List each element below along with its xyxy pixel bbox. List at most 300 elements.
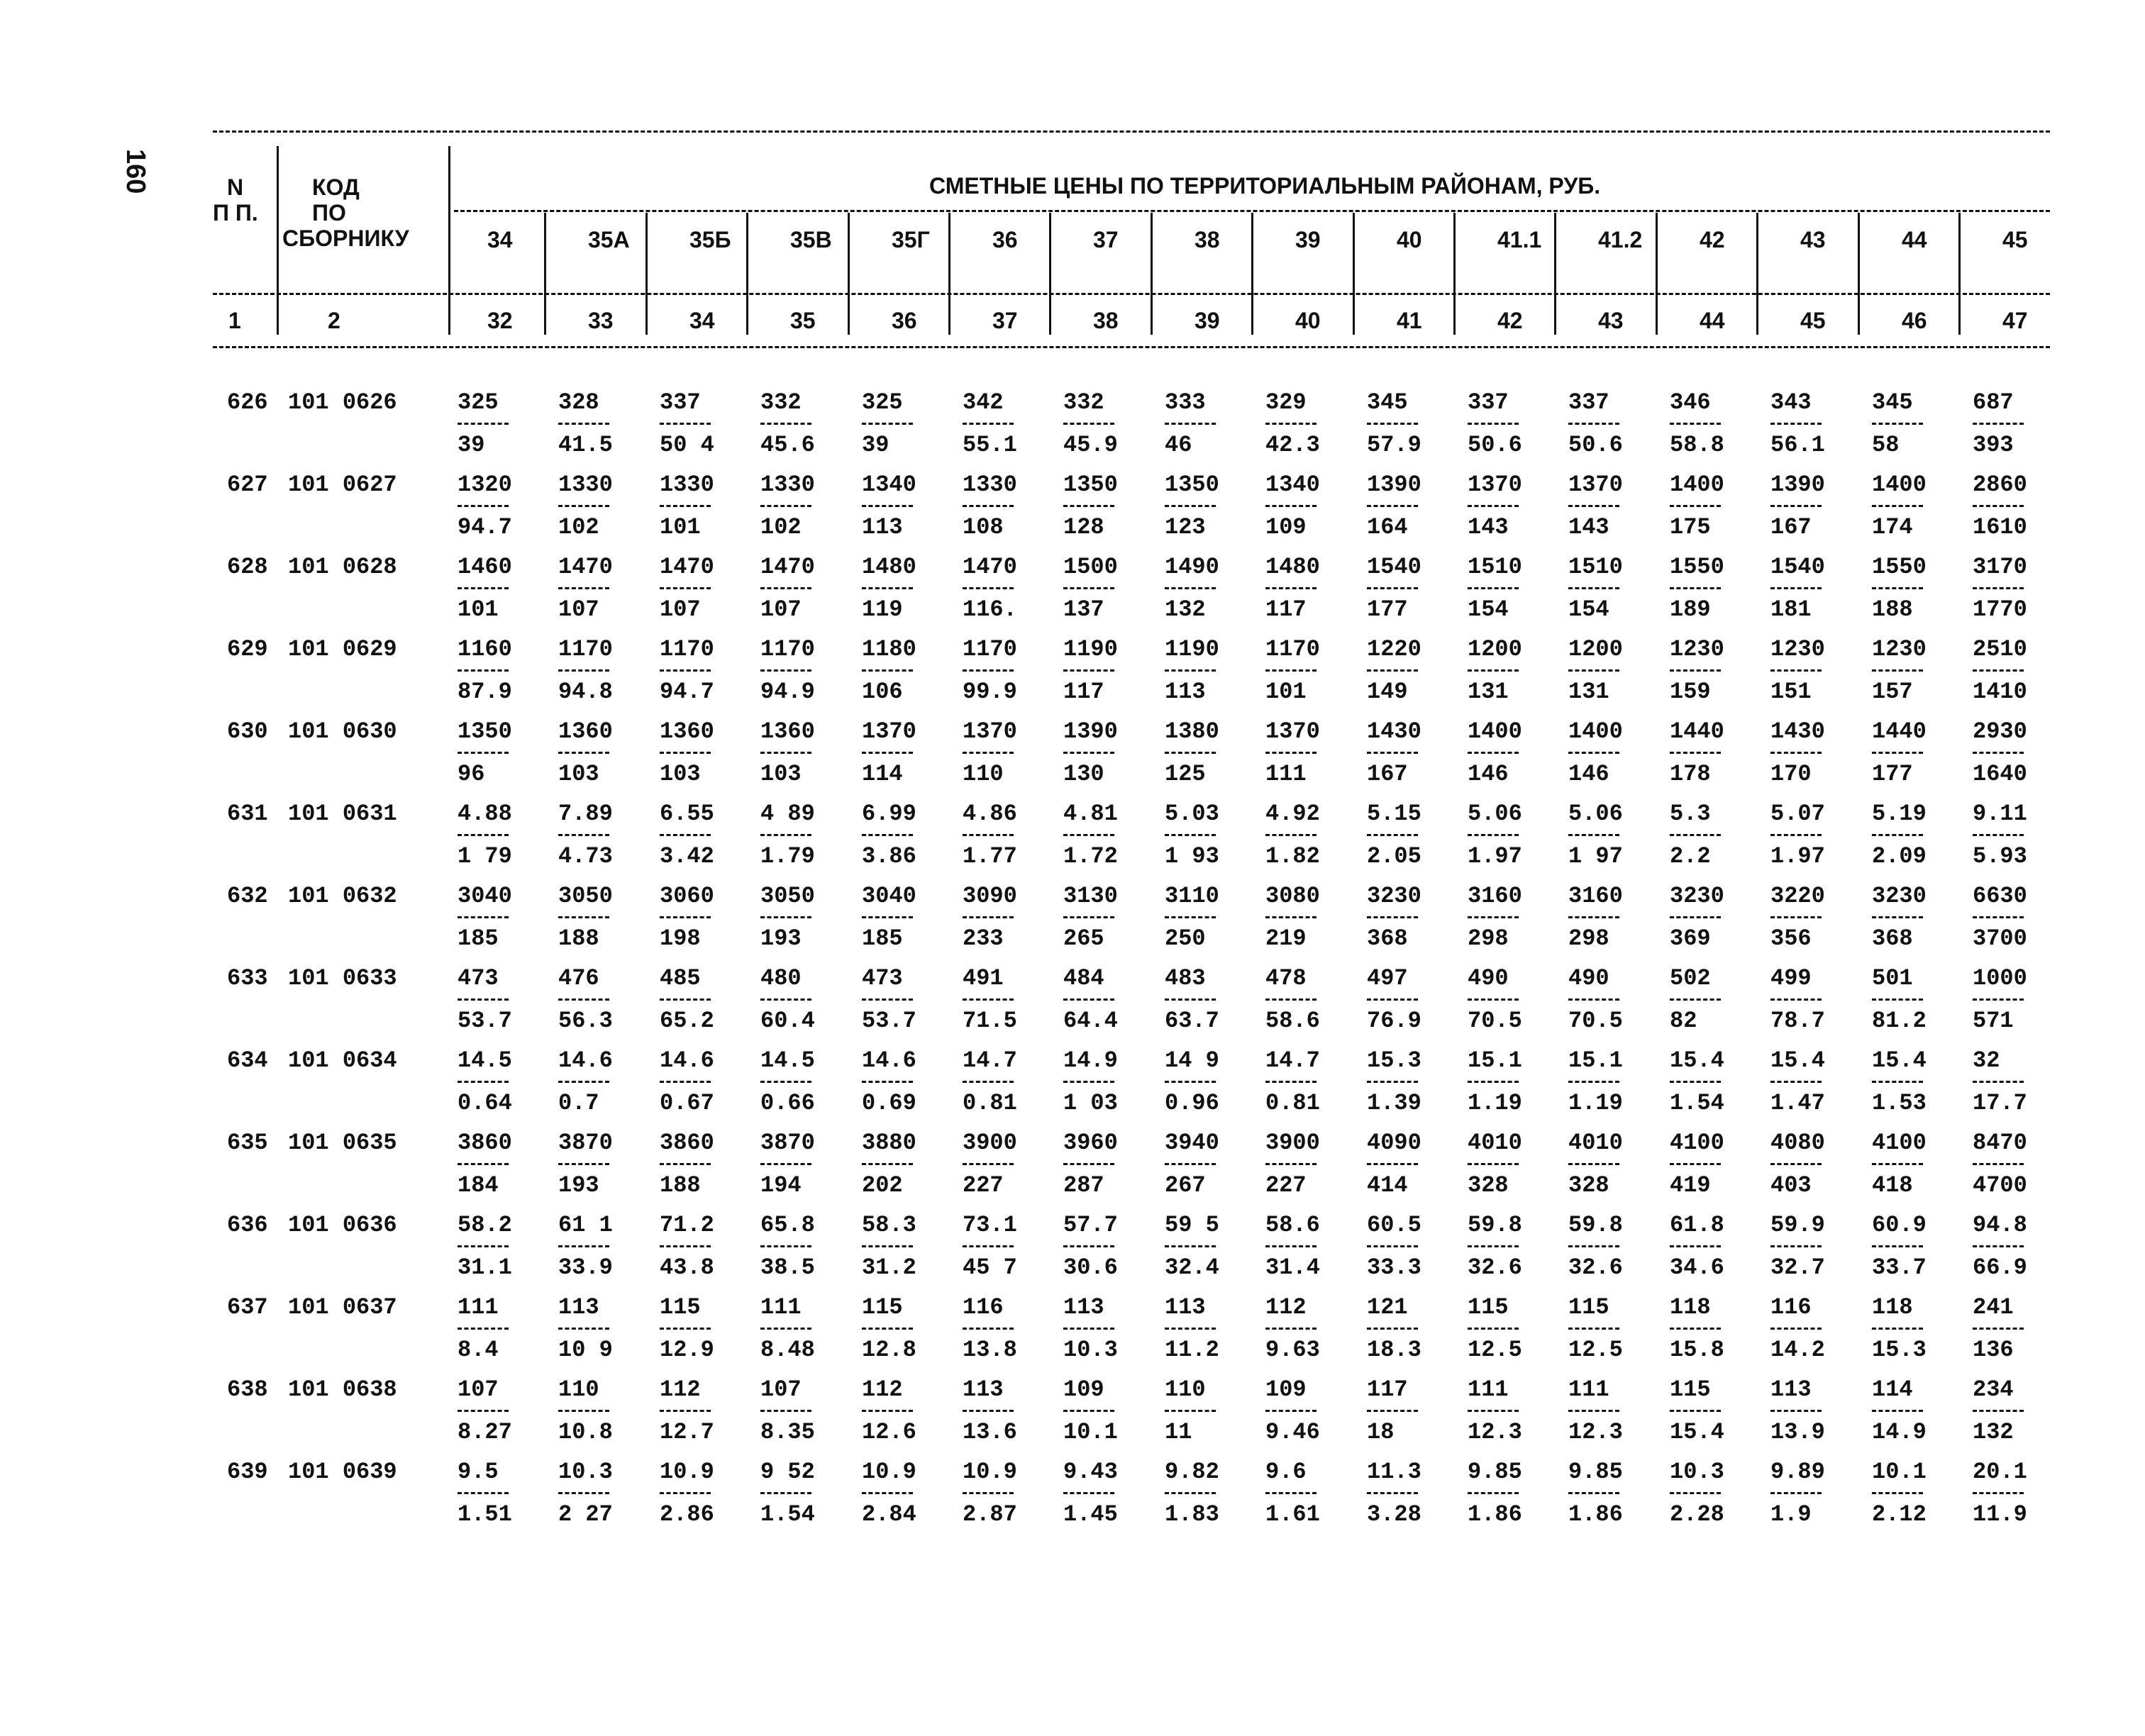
price-wage-part: 65.2 [660,1008,714,1034]
fraction-bar [1770,998,1822,1001]
column-number: 1 [228,308,241,333]
fraction-bar [458,916,509,918]
price-total: 4100 [1872,1130,1927,1156]
price-total: 9.6 [1265,1459,1307,1485]
district-column-header: 35А [588,227,630,252]
header-column-divider [448,146,450,335]
price-total: 112 [862,1376,903,1403]
price-wage-part: 328 [1468,1172,1509,1198]
fraction-bar [660,1081,711,1083]
price-wage-part: 46 [1165,432,1192,458]
price-wage-part: 1410 [1973,679,2027,705]
row-number: 633 [227,965,268,991]
price-wage-part: 64.4 [1063,1008,1118,1034]
price-total: 121 [1367,1294,1408,1320]
fraction-bar [1872,423,1923,425]
price-wage-part: 1.86 [1468,1501,1522,1528]
price-total: 61.8 [1670,1212,1724,1238]
fraction-bar [1165,1328,1216,1330]
fraction-bar [1165,998,1216,1001]
fraction-bar [1872,1163,1923,1165]
fraction-bar [660,505,711,507]
price-wage-part: 8.4 [458,1337,499,1363]
price-wage-part: 103 [558,761,599,787]
fraction-bar [558,1081,609,1083]
price-wage-part: 1.19 [1468,1090,1522,1116]
price-total: 115 [660,1294,701,1320]
price-total: 1540 [1770,554,1825,580]
fraction-bar [1367,1163,1418,1165]
price-total: 502 [1670,965,1711,991]
price-wage-part: 267 [1165,1172,1206,1198]
fraction-bar [1265,1492,1317,1494]
price-total: 114 [1872,1376,1913,1403]
fraction-bar [1367,1492,1418,1494]
fraction-bar [1973,587,2024,589]
price-wage-part: 2 27 [558,1501,613,1528]
price-total: 1160 [458,636,512,662]
price-total: 118 [1670,1294,1711,1320]
price-wage-part: 103 [660,761,701,787]
price-total: 9.11 [1973,801,2027,827]
fraction-bar [1165,587,1216,589]
fraction-bar [963,916,1014,918]
price-total: 11.3 [1367,1459,1421,1485]
fraction-bar [1770,752,1822,754]
price-total: 3900 [963,1130,1017,1156]
price-wage-part: 45 7 [963,1254,1017,1281]
fraction-bar [1063,587,1114,589]
fraction-bar [558,669,609,672]
price-wage-part: 157 [1872,679,1913,705]
price-total: 1400 [1468,718,1522,745]
price-total: 3090 [963,883,1017,909]
fraction-bar [862,587,913,589]
fraction-bar [1367,505,1418,507]
price-total: 1510 [1568,554,1623,580]
column-number: 33 [588,308,614,333]
price-wage-part: 2.05 [1367,843,1421,869]
price-wage-part: 1.77 [963,843,1017,869]
price-wage-part: 70.5 [1568,1008,1623,1034]
header-column-divider [1756,213,1758,335]
price-wage-part: 8.35 [760,1419,815,1445]
price-total: 109 [1063,1376,1104,1403]
fraction-bar [1568,916,1619,918]
price-total: 1200 [1568,636,1623,662]
fraction-bar [1872,587,1923,589]
price-total: 58.3 [862,1212,916,1238]
fraction-bar [963,1163,1014,1165]
fraction-bar [1367,998,1418,1001]
header-column-divider [1049,213,1051,335]
header-column-divider [277,146,279,335]
fraction-bar [1063,752,1114,754]
price-wage-part: 1.79 [760,843,815,869]
fraction-bar [1568,1328,1619,1330]
price-total: 5.07 [1770,801,1825,827]
header-column-divider [746,213,748,335]
row-number: 627 [227,472,268,498]
price-total: 3050 [558,883,613,909]
fraction-bar [862,505,913,507]
header-column-divider [1554,213,1556,335]
price-total: 1370 [862,718,916,745]
header-column-divider [1656,213,1658,335]
price-total: 1550 [1670,554,1724,580]
price-wage-part: 55.1 [963,432,1017,458]
fraction-bar [1973,834,2024,836]
fraction-bar [963,752,1014,754]
fraction-bar [1670,752,1721,754]
price-total: 1370 [1265,718,1320,745]
price-total: 1170 [558,636,613,662]
fraction-bar [1670,916,1721,918]
price-wage-part: 50.6 [1568,432,1623,458]
price-total: 3860 [458,1130,512,1156]
price-total: 3050 [760,883,815,909]
price-wage-part: 188 [558,925,599,952]
price-wage-part: 33.9 [558,1254,613,1281]
fraction-bar [963,587,1014,589]
district-column-header: 35В [790,227,832,252]
fraction-bar [760,1081,811,1083]
fraction-bar [1367,669,1418,672]
fraction-bar [558,916,609,918]
fraction-bar [558,834,609,836]
fraction-bar [1265,587,1317,589]
price-wage-part: 99.9 [963,679,1017,705]
price-total: 3080 [1265,883,1320,909]
fraction-bar [1568,1081,1619,1083]
price-total: 15.4 [1872,1047,1927,1074]
fraction-bar [1872,998,1923,1001]
price-wage-part: 0.7 [558,1090,599,1116]
price-wage-part: 1.83 [1165,1501,1219,1528]
price-total: 111 [1568,1376,1609,1403]
fraction-bar [1165,752,1216,754]
price-wage-part: 1.82 [1265,843,1320,869]
pp-label: П П. [213,200,258,226]
fraction-bar [1568,1163,1619,1165]
price-wage-part: 193 [760,925,802,952]
price-wage-part: 12.5 [1568,1337,1623,1363]
price-total: 337 [1468,389,1509,416]
fraction-bar [1165,1245,1216,1247]
price-wage-part: 175 [1670,514,1711,540]
price-total: 1400 [1670,472,1724,498]
fraction-bar [1468,998,1519,1001]
fraction-bar [1872,1492,1923,1494]
fraction-bar [1568,1492,1619,1494]
price-wage-part: 1.45 [1063,1501,1118,1528]
price-total: 2930 [1973,718,2027,745]
price-wage-part: 9.63 [1265,1337,1320,1363]
price-wage-part: 2.84 [862,1501,916,1528]
price-wage-part: 110 [963,761,1004,787]
fraction-bar [1063,1328,1114,1330]
fraction-bar [963,423,1014,425]
fraction-bar [1973,1163,2024,1165]
price-wage-part: 38.5 [760,1254,815,1281]
price-total: 345 [1872,389,1913,416]
price-total: 1390 [1770,472,1825,498]
fraction-bar [458,1163,509,1165]
fraction-bar [1165,916,1216,918]
price-total: 1190 [1063,636,1118,662]
row-number: 630 [227,718,268,745]
price-wage-part: 11.2 [1165,1337,1219,1363]
district-column-header: 37 [1093,227,1119,252]
price-wage-part: 287 [1063,1172,1104,1198]
price-total: 1490 [1165,554,1219,580]
district-column-header: 45 [2002,227,2028,252]
price-total: 478 [1265,965,1307,991]
price-wage-part: 113 [862,514,903,540]
fraction-bar [1265,1245,1317,1247]
price-total: 61 1 [558,1212,613,1238]
fraction-bar [1367,916,1418,918]
price-total: 9.85 [1468,1459,1522,1485]
price-total: 241 [1973,1294,2014,1320]
price-total: 4.81 [1063,801,1118,827]
header-top-rule [213,130,2050,133]
price-wage-part: 12.6 [862,1419,916,1445]
fraction-bar [1568,587,1619,589]
header-column-divider [1858,213,1860,335]
fraction-bar [1165,1492,1216,1494]
column-number: 36 [892,308,917,333]
price-total: 1170 [660,636,714,662]
price-wage-part: 50.6 [1468,432,1522,458]
fraction-bar [1367,1328,1418,1330]
price-total: 3040 [458,883,512,909]
price-total: 1360 [660,718,714,745]
price-total: 59.8 [1568,1212,1623,1238]
fraction-bar [862,1245,913,1247]
price-wage-part: 419 [1670,1172,1711,1198]
fraction-bar [1165,505,1216,507]
price-total: 346 [1670,389,1711,416]
price-wage-part: 12.5 [1468,1337,1522,1363]
fraction-bar [1872,669,1923,672]
price-total: 476 [558,965,599,991]
price-total: 1360 [558,718,613,745]
price-wage-part: 193 [558,1172,599,1198]
price-total: 60.9 [1872,1212,1927,1238]
fraction-bar [963,1081,1014,1083]
fraction-bar [862,1328,913,1330]
price-wage-part: 94.8 [558,679,613,705]
price-wage-part: 0.66 [760,1090,815,1116]
fraction-bar [458,1081,509,1083]
fraction-bar [1265,669,1317,672]
price-wage-part: 1 03 [1063,1090,1118,1116]
price-total: 4.88 [458,801,512,827]
price-total: 14.7 [1265,1047,1320,1074]
fraction-bar [1973,1410,2024,1412]
price-total: 113 [1063,1294,1104,1320]
price-wage-part: 60.4 [760,1008,815,1034]
price-wage-part: 1770 [1973,596,2027,623]
fraction-bar [660,752,711,754]
price-total: 3160 [1468,883,1522,909]
price-wage-part: 116. [963,596,1017,623]
price-wage-part: 368 [1872,925,1913,952]
fraction-bar [1367,587,1418,589]
price-total: 3230 [1367,883,1421,909]
price-wage-part: 42.3 [1265,432,1320,458]
header-column-divider [1251,213,1253,335]
price-wage-part: 194 [760,1172,802,1198]
price-wage-part: 102 [558,514,599,540]
row-number: 626 [227,389,268,416]
price-wage-part: 368 [1367,925,1408,952]
price-wage-part: 12.3 [1468,1419,1522,1445]
fraction-bar [1367,423,1418,425]
price-total: 1470 [660,554,714,580]
fraction-bar [963,669,1014,672]
price-total: 3870 [558,1130,613,1156]
district-column-header: 44 [1902,227,1927,252]
price-wage-part: 167 [1367,761,1408,787]
fraction-bar [963,834,1014,836]
price-total: 9.89 [1770,1459,1825,1485]
price-total: 5.03 [1165,801,1219,827]
price-wage-part: 189 [1670,596,1711,623]
price-wage-part: 34.6 [1670,1254,1724,1281]
fraction-bar [660,1245,711,1247]
price-wage-part: 102 [760,514,802,540]
price-total: 1350 [458,718,512,745]
price-wage-part: 114 [862,761,903,787]
price-wage-part: 131 [1468,679,1509,705]
price-wage-part: 32.6 [1568,1254,1623,1281]
fraction-bar [1872,505,1923,507]
fraction-bar [963,1245,1014,1247]
header-bottom-rule [213,346,2050,348]
price-total: 107 [458,1376,499,1403]
price-total: 14.9 [1063,1047,1118,1074]
price-wage-part: 1.51 [458,1501,512,1528]
price-wage-part: 15.3 [1872,1337,1927,1363]
fraction-bar [458,1410,509,1412]
price-total: 4 89 [760,801,815,827]
collection-code: 101 0631 [288,801,397,827]
price-total: 113 [1165,1294,1206,1320]
fraction-bar [1265,1328,1317,1330]
price-total: 59 5 [1165,1212,1219,1238]
price-total: 5.19 [1872,801,1927,827]
fraction-bar [1770,834,1822,836]
price-total: 1430 [1367,718,1421,745]
price-wage-part: 0.81 [963,1090,1017,1116]
price-wage-part: 571 [1973,1008,2014,1034]
price-total: 3130 [1063,883,1118,909]
fraction-bar [1063,1492,1114,1494]
collection-code: 101 0628 [288,554,397,580]
price-total: 3960 [1063,1130,1118,1156]
fraction-bar [1265,423,1317,425]
price-total: 1440 [1670,718,1724,745]
price-total: 7.89 [558,801,613,827]
column-number: 44 [1700,308,1725,333]
column-number: 45 [1800,308,1826,333]
price-wage-part: 188 [1872,596,1913,623]
price-wage-part: 12.3 [1568,1419,1623,1445]
price-total: 111 [458,1294,499,1320]
price-total: 485 [660,965,701,991]
fraction-bar [1265,1081,1317,1083]
price-wage-part: 151 [1770,679,1812,705]
price-wage-part: 1.54 [1670,1090,1724,1116]
fraction-bar [1265,834,1317,836]
price-total: 14.6 [558,1047,613,1074]
price-wage-part: 119 [862,596,903,623]
fraction-bar [963,505,1014,507]
price-wage-part: 123 [1165,514,1206,540]
row-number: 635 [227,1130,268,1156]
prices-title: СМЕТНЫЕ ЦЕНЫ ПО ТЕРРИТОРИАЛЬНЫМ РАЙОНАМ, РУБ. [929,173,1601,199]
price-wage-part: 39 [862,432,889,458]
price-total: 501 [1872,965,1913,991]
price-total: 15.4 [1770,1047,1825,1074]
n-label: N [227,174,244,200]
row-number: 631 [227,801,268,827]
price-total: 10.9 [963,1459,1017,1485]
price-wage-part: 1610 [1973,514,2027,540]
price-total: 94.8 [1973,1212,2027,1238]
price-total: 325 [862,389,903,416]
collection-code: 101 0627 [288,472,397,498]
fraction-bar [660,1410,711,1412]
fraction-bar [1468,752,1519,754]
fraction-bar [760,1328,811,1330]
price-wage-part: 56.1 [1770,432,1825,458]
fraction-bar [1367,1245,1418,1247]
price-total: 1470 [963,554,1017,580]
price-wage-part: 117 [1265,596,1307,623]
fraction-bar [1165,1081,1216,1083]
fraction-bar [760,1245,811,1247]
price-total: 1230 [1872,636,1927,662]
fraction-bar [1063,916,1114,918]
price-total: 115 [1468,1294,1509,1320]
price-total: 328 [558,389,599,416]
price-wage-part: 96 [458,761,485,787]
price-total: 10.9 [862,1459,916,1485]
price-wage-part: 130 [1063,761,1104,787]
fraction-bar [1468,1081,1519,1083]
price-total: 687 [1973,389,2014,416]
price-total: 3110 [1165,883,1219,909]
fraction-bar [660,423,711,425]
fraction-bar [558,423,609,425]
fraction-bar [963,1492,1014,1494]
po-label: ПО [312,200,346,226]
price-wage-part: 2.28 [1670,1501,1724,1528]
price-wage-part: 0.64 [458,1090,512,1116]
fraction-bar [558,998,609,1001]
fraction-bar [1973,1328,2024,1330]
price-total: 5.15 [1367,801,1421,827]
price-wage-part: 2.87 [963,1501,1017,1528]
fraction-bar [760,505,811,507]
price-wage-part: 14.2 [1770,1337,1825,1363]
price-total: 483 [1165,965,1206,991]
price-total: 1390 [1063,718,1118,745]
price-total: 1000 [1973,965,2027,991]
